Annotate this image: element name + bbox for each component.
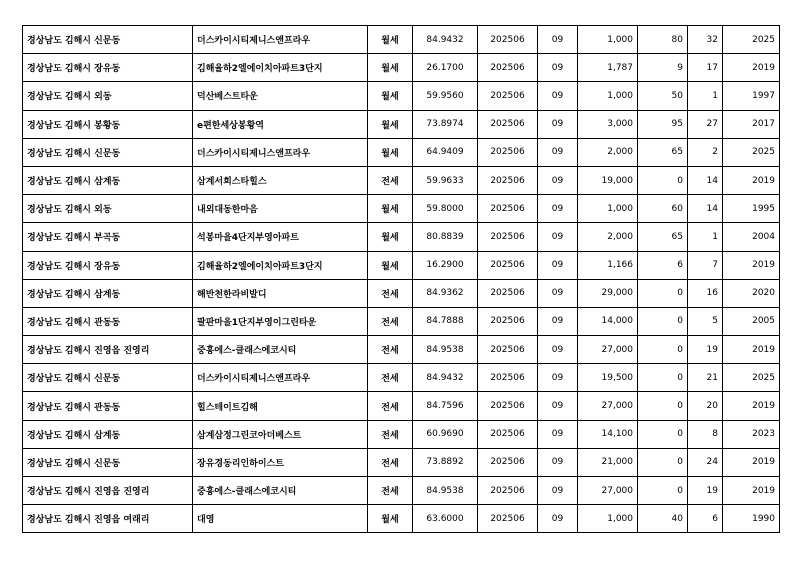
- monthly-rent-cell: 65: [638, 223, 688, 251]
- table-row: [23, 364, 780, 392]
- region-cell: 경상남도 김해시 신문동: [23, 138, 193, 166]
- contract-month-cell: 202506: [478, 392, 538, 420]
- table-row: [23, 166, 780, 194]
- contract-month-cell: 202506: [478, 336, 538, 364]
- area-cell: 80.8839: [413, 223, 478, 251]
- area-cell: 73.8892: [413, 448, 478, 476]
- area-cell: 84.7888: [413, 307, 478, 335]
- apartment-name-cell: 석봉마을4단지부영아파트: [193, 223, 368, 251]
- area-cell: 59.9560: [413, 82, 478, 110]
- build-year-cell: 2025: [723, 364, 780, 392]
- apartment-name-cell: 김해율하2엘에이치아파트3단지: [193, 54, 368, 82]
- monthly-rent-cell: 0: [638, 336, 688, 364]
- monthly-rent-cell: 9: [638, 54, 688, 82]
- area-cell: 59.9633: [413, 166, 478, 194]
- area-cell: 84.9432: [413, 26, 478, 54]
- area-cell: 16.2900: [413, 251, 478, 279]
- area-cell: 84.9538: [413, 336, 478, 364]
- table-row: [23, 505, 780, 533]
- monthly-rent-cell: 95: [638, 110, 688, 138]
- area-cell: 84.9538: [413, 477, 478, 505]
- monthly-rent-cell: 0: [638, 392, 688, 420]
- build-year-cell: 1995: [723, 195, 780, 223]
- deposit-cell: 14,100: [578, 420, 638, 448]
- table-row: [23, 54, 780, 82]
- build-year-cell: 2005: [723, 307, 780, 335]
- region-cell: 경상남도 김해시 부곡동: [23, 223, 193, 251]
- contract-type-cell: 전세: [368, 364, 413, 392]
- deposit-cell: 27,000: [578, 336, 638, 364]
- region-cell: 경상남도 김해시 삼계동: [23, 166, 193, 194]
- build-year-cell: 2019: [723, 392, 780, 420]
- contract-type-cell: 월세: [368, 505, 413, 533]
- floor-cell: 21: [688, 364, 723, 392]
- contract-day-cell: 09: [538, 392, 578, 420]
- contract-month-cell: 202506: [478, 54, 538, 82]
- contract-type-cell: 월세: [368, 54, 413, 82]
- contract-type-cell: 월세: [368, 223, 413, 251]
- table-row: [23, 138, 780, 166]
- contract-month-cell: 202506: [478, 420, 538, 448]
- contract-type-cell: 전세: [368, 336, 413, 364]
- build-year-cell: 2004: [723, 223, 780, 251]
- deposit-cell: 1,166: [578, 251, 638, 279]
- contract-month-cell: 202506: [478, 166, 538, 194]
- table-row: [23, 223, 780, 251]
- contract-type-cell: 전세: [368, 307, 413, 335]
- area-cell: 84.7596: [413, 392, 478, 420]
- contract-day-cell: 09: [538, 448, 578, 476]
- apartment-name-cell: 덕산베스트타운: [193, 82, 368, 110]
- build-year-cell: 2025: [723, 138, 780, 166]
- contract-month-cell: 202506: [478, 505, 538, 533]
- contract-month-cell: 202506: [478, 26, 538, 54]
- deposit-cell: 21,000: [578, 448, 638, 476]
- contract-month-cell: 202506: [478, 448, 538, 476]
- build-year-cell: 2020: [723, 279, 780, 307]
- deposit-cell: 1,000: [578, 26, 638, 54]
- deposit-cell: 14,000: [578, 307, 638, 335]
- table-row: [23, 279, 780, 307]
- contract-day-cell: 09: [538, 138, 578, 166]
- region-cell: 경상남도 김해시 진영읍 진영리: [23, 477, 193, 505]
- contract-type-cell: 월세: [368, 138, 413, 166]
- apartment-name-cell: 내외대동한마음: [193, 195, 368, 223]
- contract-type-cell: 전세: [368, 166, 413, 194]
- apartment-name-cell: 대영: [193, 505, 368, 533]
- floor-cell: 8: [688, 420, 723, 448]
- monthly-rent-cell: 60: [638, 195, 688, 223]
- monthly-rent-cell: 0: [638, 477, 688, 505]
- monthly-rent-cell: 65: [638, 138, 688, 166]
- floor-cell: 7: [688, 251, 723, 279]
- monthly-rent-cell: 80: [638, 26, 688, 54]
- deposit-cell: 2,000: [578, 138, 638, 166]
- contract-day-cell: 09: [538, 477, 578, 505]
- deposit-cell: 2,000: [578, 223, 638, 251]
- rent-transactions-table: [22, 25, 780, 533]
- contract-day-cell: 09: [538, 364, 578, 392]
- contract-type-cell: 전세: [368, 420, 413, 448]
- apartment-name-cell: 중흥에스-클래스에코시티: [193, 336, 368, 364]
- region-cell: 경상남도 김해시 외동: [23, 195, 193, 223]
- floor-cell: 24: [688, 448, 723, 476]
- contract-day-cell: 09: [538, 420, 578, 448]
- region-cell: 경상남도 김해시 관동동: [23, 392, 193, 420]
- contract-day-cell: 09: [538, 195, 578, 223]
- monthly-rent-cell: 50: [638, 82, 688, 110]
- floor-cell: 6: [688, 505, 723, 533]
- monthly-rent-cell: 0: [638, 166, 688, 194]
- table-row: [23, 420, 780, 448]
- deposit-cell: 3,000: [578, 110, 638, 138]
- contract-type-cell: 월세: [368, 82, 413, 110]
- contract-month-cell: 202506: [478, 223, 538, 251]
- floor-cell: 14: [688, 166, 723, 194]
- floor-cell: 20: [688, 392, 723, 420]
- area-cell: 84.9432: [413, 364, 478, 392]
- area-cell: 73.8974: [413, 110, 478, 138]
- region-cell: 경상남도 김해시 삼계동: [23, 420, 193, 448]
- build-year-cell: 2019: [723, 251, 780, 279]
- area-cell: 63.6000: [413, 505, 478, 533]
- area-cell: 60.9690: [413, 420, 478, 448]
- apartment-name-cell: 더스카이시티제니스앤프라우: [193, 364, 368, 392]
- build-year-cell: 1990: [723, 505, 780, 533]
- contract-month-cell: 202506: [478, 110, 538, 138]
- contract-day-cell: 09: [538, 505, 578, 533]
- build-year-cell: 2019: [723, 54, 780, 82]
- contract-day-cell: 09: [538, 166, 578, 194]
- monthly-rent-cell: 0: [638, 364, 688, 392]
- monthly-rent-cell: 0: [638, 279, 688, 307]
- contract-day-cell: 09: [538, 279, 578, 307]
- apartment-name-cell: 삼계서희스타힐스: [193, 166, 368, 194]
- region-cell: 경상남도 김해시 관동동: [23, 307, 193, 335]
- contract-day-cell: 09: [538, 110, 578, 138]
- monthly-rent-cell: 40: [638, 505, 688, 533]
- monthly-rent-cell: 6: [638, 251, 688, 279]
- floor-cell: 32: [688, 26, 723, 54]
- build-year-cell: 1997: [723, 82, 780, 110]
- region-cell: 경상남도 김해시 삼계동: [23, 279, 193, 307]
- contract-month-cell: 202506: [478, 251, 538, 279]
- contract-month-cell: 202506: [478, 307, 538, 335]
- region-cell: 경상남도 김해시 진영읍 진영리: [23, 336, 193, 364]
- monthly-rent-cell: 0: [638, 420, 688, 448]
- apartment-name-cell: 장유경동리인하이스트: [193, 448, 368, 476]
- monthly-rent-cell: 0: [638, 448, 688, 476]
- contract-month-cell: 202506: [478, 477, 538, 505]
- table-row: [23, 82, 780, 110]
- floor-cell: 19: [688, 336, 723, 364]
- region-cell: 경상남도 김해시 장유동: [23, 251, 193, 279]
- contract-month-cell: 202506: [478, 138, 538, 166]
- contract-type-cell: 전세: [368, 477, 413, 505]
- contract-type-cell: 월세: [368, 110, 413, 138]
- build-year-cell: 2017: [723, 110, 780, 138]
- table-row: [23, 448, 780, 476]
- contract-month-cell: 202506: [478, 195, 538, 223]
- floor-cell: 27: [688, 110, 723, 138]
- deposit-cell: 19,500: [578, 364, 638, 392]
- apartment-name-cell: 팔판마을1단지부영이그린타운: [193, 307, 368, 335]
- deposit-cell: 1,000: [578, 195, 638, 223]
- floor-cell: 14: [688, 195, 723, 223]
- apartment-name-cell: 더스카이시티제니스앤프라우: [193, 26, 368, 54]
- build-year-cell: 2023: [723, 420, 780, 448]
- area-cell: 84.9362: [413, 279, 478, 307]
- contract-month-cell: 202506: [478, 82, 538, 110]
- table-row: [23, 392, 780, 420]
- deposit-cell: 27,000: [578, 477, 638, 505]
- deposit-cell: 1,000: [578, 505, 638, 533]
- apartment-name-cell: 삼계삼정그린코아더베스트: [193, 420, 368, 448]
- contract-day-cell: 09: [538, 336, 578, 364]
- monthly-rent-cell: 0: [638, 307, 688, 335]
- region-cell: 경상남도 김해시 신문동: [23, 26, 193, 54]
- table-row: [23, 336, 780, 364]
- region-cell: 경상남도 김해시 신문동: [23, 364, 193, 392]
- build-year-cell: 2019: [723, 477, 780, 505]
- contract-month-cell: 202506: [478, 279, 538, 307]
- region-cell: 경상남도 김해시 장유동: [23, 54, 193, 82]
- contract-type-cell: 전세: [368, 279, 413, 307]
- area-cell: 64.9409: [413, 138, 478, 166]
- contract-type-cell: 월세: [368, 251, 413, 279]
- table-row: [23, 195, 780, 223]
- apartment-name-cell: 중흥에스-클래스에코시티: [193, 477, 368, 505]
- apartment-name-cell: 김해율하2엘에이치아파트3단지: [193, 251, 368, 279]
- build-year-cell: 2019: [723, 448, 780, 476]
- contract-type-cell: 월세: [368, 26, 413, 54]
- table-row: [23, 251, 780, 279]
- contract-day-cell: 09: [538, 54, 578, 82]
- floor-cell: 2: [688, 138, 723, 166]
- apartment-name-cell: 힐스테이트김해: [193, 392, 368, 420]
- region-cell: 경상남도 김해시 진영읍 여래리: [23, 505, 193, 533]
- floor-cell: 17: [688, 54, 723, 82]
- contract-day-cell: 09: [538, 26, 578, 54]
- floor-cell: 1: [688, 223, 723, 251]
- contract-type-cell: 전세: [368, 392, 413, 420]
- region-cell: 경상남도 김해시 봉황동: [23, 110, 193, 138]
- floor-cell: 5: [688, 307, 723, 335]
- area-cell: 26.1700: [413, 54, 478, 82]
- apartment-name-cell: 해반천한라비발디: [193, 279, 368, 307]
- region-cell: 경상남도 김해시 신문동: [23, 448, 193, 476]
- apartment-name-cell: e편한세상봉황역: [193, 110, 368, 138]
- apartment-name-cell: 더스카이시티제니스앤프라우: [193, 138, 368, 166]
- table-row: [23, 110, 780, 138]
- contract-type-cell: 월세: [368, 195, 413, 223]
- build-year-cell: 2019: [723, 166, 780, 194]
- deposit-cell: 27,000: [578, 392, 638, 420]
- contract-day-cell: 09: [538, 223, 578, 251]
- contract-day-cell: 09: [538, 307, 578, 335]
- floor-cell: 16: [688, 279, 723, 307]
- build-year-cell: 2019: [723, 336, 780, 364]
- table-row: [23, 26, 780, 54]
- region-cell: 경상남도 김해시 외동: [23, 82, 193, 110]
- deposit-cell: 1,000: [578, 82, 638, 110]
- contract-month-cell: 202506: [478, 364, 538, 392]
- floor-cell: 19: [688, 477, 723, 505]
- area-cell: 59.8000: [413, 195, 478, 223]
- build-year-cell: 2025: [723, 26, 780, 54]
- deposit-cell: 19,000: [578, 166, 638, 194]
- contract-day-cell: 09: [538, 251, 578, 279]
- table-row: [23, 477, 780, 505]
- deposit-cell: 1,787: [578, 54, 638, 82]
- contract-day-cell: 09: [538, 82, 578, 110]
- deposit-cell: 29,000: [578, 279, 638, 307]
- table-row: [23, 307, 780, 335]
- contract-type-cell: 전세: [368, 448, 413, 476]
- floor-cell: 1: [688, 82, 723, 110]
